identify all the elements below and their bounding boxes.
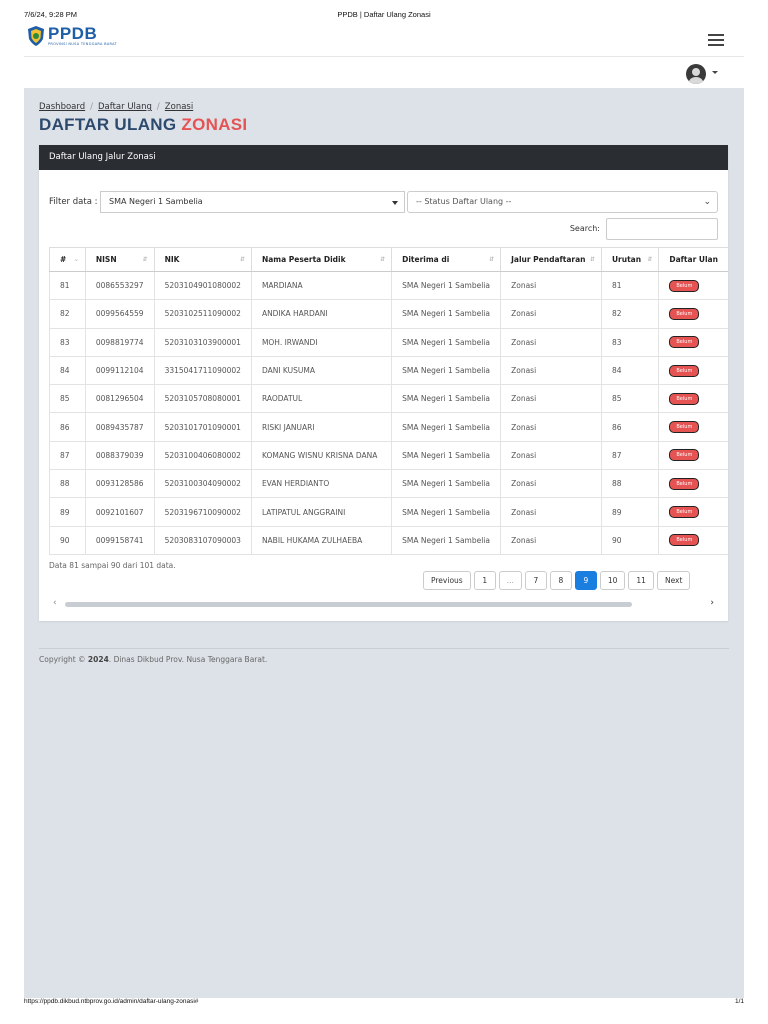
status-badge: Belum xyxy=(669,534,699,546)
navbar-divider xyxy=(24,56,744,57)
sort-icon: ⇵ xyxy=(647,256,653,263)
cell-nisn: 0081296504 xyxy=(85,385,154,413)
status-badge: Belum xyxy=(669,365,699,377)
cell-daftar-ulang xyxy=(659,526,728,554)
cell-diterima: SMA Negeri 1 Sambelia xyxy=(392,526,501,554)
cell-nik: 5203100304090002 xyxy=(154,470,251,498)
cell-diterima: SMA Negeri 1 Sambelia xyxy=(392,470,501,498)
print-footer xyxy=(24,998,744,1010)
copyright-year: 2024 xyxy=(87,655,109,664)
user-avatar[interactable] xyxy=(686,64,706,84)
table-row xyxy=(50,272,729,300)
chevron-down-icon[interactable] xyxy=(712,71,718,74)
column-header-nisn[interactable]: NISN ⇵ xyxy=(85,248,154,272)
cell-urutan: 82 xyxy=(601,300,658,328)
status-badge: Belum xyxy=(669,478,699,490)
page-9-button[interactable]: 9 xyxy=(575,571,597,590)
school-select-value: SMA Negeri 1 Sambelia xyxy=(109,197,203,206)
print-page-title: PPDB | Daftar Ulang Zonasi xyxy=(337,10,431,19)
column-header-diterima[interactable]: Diterima di ⇵ xyxy=(392,248,501,272)
cell-nik: 5203102511090002 xyxy=(154,300,251,328)
cell-nisn: 0088379039 xyxy=(85,441,154,469)
cell-daftar-ulang xyxy=(659,300,728,328)
cell-nisn: 0099564559 xyxy=(85,300,154,328)
pagination xyxy=(423,571,693,590)
sort-icon: ⇵ xyxy=(239,256,245,263)
filter-label: Filter data : xyxy=(49,197,98,207)
print-datetime: 7/6/24, 9:28 PM xyxy=(24,10,77,19)
cell-daftar-ulang xyxy=(659,441,728,469)
sort-icon: ⇵ xyxy=(142,256,148,263)
cell-nisn: 0092101607 xyxy=(85,498,154,526)
cell-number: 83 xyxy=(50,328,86,356)
copyright: Copyright © 2024. Dinas Dikbud Prov. Nusa Tenggara Barat. xyxy=(39,655,268,664)
table-info: Data 81 sampai 90 dari 101 data. xyxy=(49,561,176,570)
status-badge: Belum xyxy=(669,308,699,320)
provincial-emblem-icon xyxy=(28,26,44,46)
cell-nik: 5203101701090001 xyxy=(154,413,251,441)
column-header-jalur[interactable]: Jalur Pendaftaran ⇵ xyxy=(501,248,602,272)
column-header-daftar-ulang[interactable]: Daftar Ulan xyxy=(659,248,728,272)
main-content xyxy=(24,88,744,998)
cell-diterima: SMA Negeri 1 Sambelia xyxy=(392,300,501,328)
status-select-value: -- Status Daftar Ulang -- xyxy=(416,197,512,206)
cell-diterima: SMA Negeri 1 Sambelia xyxy=(392,413,501,441)
cell-urutan: 85 xyxy=(601,385,658,413)
cell-urutan: 89 xyxy=(601,498,658,526)
horizontal-scrollbar[interactable] xyxy=(53,600,714,608)
column-header-nik[interactable]: NIK ⇵ xyxy=(154,248,251,272)
cell-diterima: SMA Negeri 1 Sambelia xyxy=(392,498,501,526)
cell-urutan: 84 xyxy=(601,356,658,384)
status-badge: Belum xyxy=(669,393,699,405)
cell-daftar-ulang xyxy=(659,498,728,526)
next-page-button[interactable]: Next xyxy=(657,571,690,590)
cell-jalur: Zonasi xyxy=(501,300,602,328)
sort-icon: ⇵ xyxy=(489,256,495,263)
cell-nik: 5203100406080002 xyxy=(154,441,251,469)
cell-number: 88 xyxy=(50,470,86,498)
cell-nama: DANI KUSUMA xyxy=(251,356,391,384)
cell-jalur: Zonasi xyxy=(501,356,602,384)
status-badge: Belum xyxy=(669,336,699,348)
search-label: Search: xyxy=(569,224,600,233)
page-11-button[interactable]: 11 xyxy=(628,571,654,590)
footer-divider xyxy=(39,648,729,649)
cell-number: 85 xyxy=(50,385,86,413)
cell-nik: 3315041711090002 xyxy=(154,356,251,384)
page-title xyxy=(39,115,247,135)
cell-jalur: Zonasi xyxy=(501,385,602,413)
cell-nisn: 0099112104 xyxy=(85,356,154,384)
table-row xyxy=(50,385,729,413)
cell-nama: ANDIKA HARDANI xyxy=(251,300,391,328)
cell-nama: EVAN HERDIANTO xyxy=(251,470,391,498)
top-navbar xyxy=(24,24,744,88)
cell-number: 82 xyxy=(50,300,86,328)
data-table xyxy=(49,247,728,555)
brand-title: PPDB xyxy=(48,24,98,43)
search-input[interactable] xyxy=(606,218,718,240)
cell-number: 89 xyxy=(50,498,86,526)
breadcrumb: Dashboard / Daftar Ulang / Zonasi xyxy=(39,102,194,112)
cell-jalur: Zonasi xyxy=(501,470,602,498)
page-ellipsis: ... xyxy=(499,571,522,590)
cell-diterima: SMA Negeri 1 Sambelia xyxy=(392,328,501,356)
cell-jalur: Zonasi xyxy=(501,441,602,469)
table-row xyxy=(50,470,729,498)
cell-jalur: Zonasi xyxy=(501,413,602,441)
status-badge: Belum xyxy=(669,506,699,518)
previous-page-button[interactable]: Previous xyxy=(423,571,471,590)
table-header-row xyxy=(50,248,729,272)
column-header-urutan[interactable]: Urutan ⇵ xyxy=(601,248,658,272)
page-title-accent: ZONASI xyxy=(181,115,248,134)
cell-daftar-ulang xyxy=(659,328,728,356)
scroll-left-icon[interactable]: ‹ xyxy=(53,598,57,608)
table-row xyxy=(50,441,729,469)
cell-jalur: Zonasi xyxy=(501,272,602,300)
cell-diterima: SMA Negeri 1 Sambelia xyxy=(392,356,501,384)
scroll-right-icon[interactable]: › xyxy=(710,598,714,608)
cell-jalur: Zonasi xyxy=(501,526,602,554)
cell-daftar-ulang xyxy=(659,385,728,413)
cell-urutan: 87 xyxy=(601,441,658,469)
cell-number: 90 xyxy=(50,526,86,554)
cell-diterima: SMA Negeri 1 Sambelia xyxy=(392,441,501,469)
cell-number: 86 xyxy=(50,413,86,441)
cell-nama: RAODATUL xyxy=(251,385,391,413)
cell-daftar-ulang xyxy=(659,470,728,498)
breadcrumb-daftar-ulang[interactable]: Daftar Ulang xyxy=(98,102,152,112)
cell-urutan: 83 xyxy=(601,328,658,356)
cell-urutan: 88 xyxy=(601,470,658,498)
page-8-button[interactable]: 8 xyxy=(550,571,572,590)
cell-nik: 5203103103900001 xyxy=(154,328,251,356)
cell-jalur: Zonasi xyxy=(501,328,602,356)
cell-nisn: 0089435787 xyxy=(85,413,154,441)
status-badge: Belum xyxy=(669,449,699,461)
chevron-down-icon: ⌄ xyxy=(703,197,711,207)
cell-urutan: 81 xyxy=(601,272,658,300)
cell-nama: NABIL HUKAMA ZULHAEBA xyxy=(251,526,391,554)
cell-daftar-ulang xyxy=(659,356,728,384)
cell-nik: 5203083107090003 xyxy=(154,526,251,554)
table-row xyxy=(50,526,729,554)
brand-subtitle: PROVINSI NUSA TENGGARA BARAT xyxy=(48,42,117,46)
sort-desc-icon: ⌄ xyxy=(73,256,79,263)
cell-nisn: 0093128586 xyxy=(85,470,154,498)
table-row xyxy=(50,356,729,384)
cell-jalur: Zonasi xyxy=(501,498,602,526)
print-header xyxy=(24,10,744,22)
status-select[interactable] xyxy=(407,191,718,213)
page-title-main: DAFTAR ULANG xyxy=(39,115,177,134)
cell-nama: MARDIANA xyxy=(251,272,391,300)
cell-diterima: SMA Negeri 1 Sambelia xyxy=(392,272,501,300)
cell-nik: 5203196710090002 xyxy=(154,498,251,526)
scrollbar-thumb[interactable] xyxy=(65,602,632,607)
cell-nik: 5203104901080002 xyxy=(154,272,251,300)
column-header-nama[interactable]: Nama Peserta Didik ⇵ xyxy=(251,248,391,272)
sort-icon: ⇵ xyxy=(380,256,386,263)
cell-number: 81 xyxy=(50,272,86,300)
cell-urutan: 90 xyxy=(601,526,658,554)
menu-toggle-icon[interactable] xyxy=(708,34,724,46)
page-7-button[interactable]: 7 xyxy=(525,571,547,590)
cell-daftar-ulang xyxy=(659,413,728,441)
cell-daftar-ulang xyxy=(659,272,728,300)
print-url: https://ppdb.dikbud.ntbprov.go.id/admin/daftar-ulang-zonasi# xyxy=(24,998,199,1005)
cell-number: 84 xyxy=(50,356,86,384)
cell-nama: KOMANG WISNU KRISNA DANA xyxy=(251,441,391,469)
data-card xyxy=(39,145,728,621)
print-page-count: 1/1 xyxy=(734,998,744,1005)
page-10-button[interactable]: 10 xyxy=(600,571,626,590)
table-row xyxy=(50,328,729,356)
cell-diterima: SMA Negeri 1 Sambelia xyxy=(392,385,501,413)
cell-nik: 5203105708080001 xyxy=(154,385,251,413)
brand-logo-link[interactable] xyxy=(28,26,117,46)
caret-down-icon xyxy=(392,201,398,205)
table-row xyxy=(50,498,729,526)
table-row xyxy=(50,413,729,441)
card-header: Daftar Ulang Jalur Zonasi xyxy=(39,145,728,170)
filter-row xyxy=(49,191,718,213)
column-header-number[interactable]: # ⌄ xyxy=(50,248,86,272)
breadcrumb-dashboard[interactable]: Dashboard xyxy=(39,102,86,112)
cell-nisn: 0098819774 xyxy=(85,328,154,356)
breadcrumb-zonasi[interactable]: Zonasi xyxy=(164,102,194,112)
page-1-button[interactable]: 1 xyxy=(474,571,496,590)
sort-icon: ⇵ xyxy=(589,256,595,263)
cell-number: 87 xyxy=(50,441,86,469)
cell-nama: RISKI JANUARI xyxy=(251,413,391,441)
cell-nama: LATIPATUL ANGGRAINI xyxy=(251,498,391,526)
status-badge: Belum xyxy=(669,421,699,433)
cell-nisn: 0086553297 xyxy=(85,272,154,300)
table-row xyxy=(50,300,729,328)
cell-urutan: 86 xyxy=(601,413,658,441)
school-select[interactable] xyxy=(100,191,405,213)
status-badge: Belum xyxy=(669,280,699,292)
cell-nama: MOH. IRWANDI xyxy=(251,328,391,356)
cell-nisn: 0099158741 xyxy=(85,526,154,554)
